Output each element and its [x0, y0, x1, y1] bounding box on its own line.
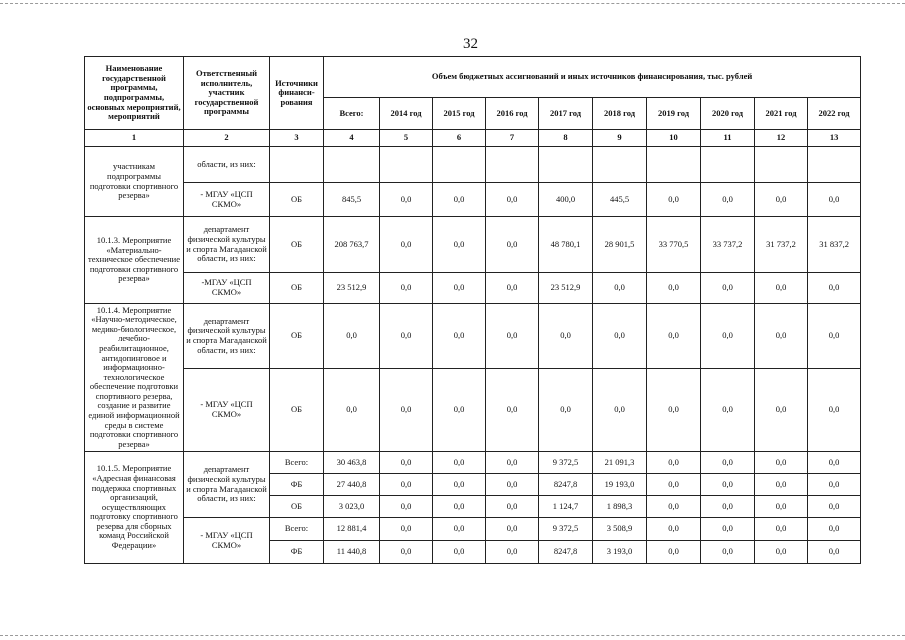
value-cell: 0,0 — [701, 304, 755, 369]
value-cell: 0,0 — [433, 304, 486, 369]
column-number: 6 — [433, 130, 486, 147]
value-cell: 0,0 — [380, 496, 433, 518]
column-number: 10 — [647, 130, 701, 147]
budget-table — [84, 56, 861, 564]
header-executor: Ответственный исполнитель, участник государственной программы — [184, 57, 270, 130]
value-cell: 0,0 — [593, 304, 647, 369]
value-cell: 12 881,4 — [324, 518, 380, 541]
header-year: 2020 год — [701, 98, 755, 130]
table-row — [85, 304, 861, 369]
value-cell: 0,0 — [808, 496, 861, 518]
source-cell: ФБ — [270, 541, 324, 564]
value-cell: 0,0 — [755, 518, 808, 541]
value-cell: 28 901,5 — [593, 217, 647, 273]
value-cell: 0,0 — [647, 474, 701, 496]
source-cell: ОБ — [270, 304, 324, 369]
value-cell: 0,0 — [380, 217, 433, 273]
executor-cell: департамент физической культуры и спорта Магаданской области, из них: — [184, 217, 270, 273]
value-cell: 0,0 — [701, 273, 755, 304]
bottom-divider-line — [0, 635, 905, 636]
value-cell: 0,0 — [486, 183, 539, 217]
value-cell: 1 124,7 — [539, 496, 593, 518]
executor-cell: - МГАУ «ЦСП СКМО» — [184, 369, 270, 452]
column-number-row — [85, 130, 861, 147]
column-number: 8 — [539, 130, 593, 147]
column-number: 4 — [324, 130, 380, 147]
value-cell: 21 091,3 — [593, 452, 647, 474]
value-cell: 0,0 — [433, 369, 486, 452]
column-number: 13 — [808, 130, 861, 147]
value-cell: 0,0 — [486, 304, 539, 369]
value-cell: 0,0 — [647, 496, 701, 518]
value-cell: 33 770,5 — [647, 217, 701, 273]
value-cell: 445,5 — [593, 183, 647, 217]
value-cell: 0,0 — [433, 496, 486, 518]
source-cell: Всего: — [270, 518, 324, 541]
value-cell: 0,0 — [647, 183, 701, 217]
executor-cell: департамент физической культуры и спорта Магаданской области, из них: — [184, 452, 270, 518]
value-cell: 1 898,3 — [593, 496, 647, 518]
value-cell: 0,0 — [808, 474, 861, 496]
value-cell: 845,5 — [324, 183, 380, 217]
value-cell: 31 737,2 — [755, 217, 808, 273]
value-cell: 0,0 — [647, 273, 701, 304]
measure-name: 10.1.4. Мероприятие «Научно-методическое, медико-биологическое, лечебно-реабилитационное, антидопинговое и информационно-технологическое обеспечение подготовки спортивного резерва, создание и развитие единой информационной среды в системе подготовки спортивного резерва» — [85, 304, 184, 452]
header-year: 2018 год — [593, 98, 647, 130]
header-year: 2017 год — [539, 98, 593, 130]
value-cell: 3 193,0 — [593, 541, 647, 564]
value-cell: 0,0 — [701, 452, 755, 474]
value-cell: 0,0 — [808, 273, 861, 304]
value-cell: 0,0 — [486, 541, 539, 564]
value-cell: 0,0 — [701, 474, 755, 496]
value-cell: 0,0 — [486, 452, 539, 474]
measure-name: 10.1.5. Мероприятие «Адресная финансовая поддержка спортивных организаций, осуществляющих подготовку спортивного резерва для сборных команд Российской Федерации» — [85, 452, 184, 564]
executor-cell: - МГАУ «ЦСП СКМО» — [184, 518, 270, 564]
value-cell: 8247,8 — [539, 541, 593, 564]
value-cell: 0,0 — [486, 518, 539, 541]
value-cell: 0,0 — [647, 304, 701, 369]
value-cell: 0,0 — [593, 369, 647, 452]
value-cell — [593, 147, 647, 183]
value-cell: 0,0 — [647, 518, 701, 541]
value-cell: 23 512,9 — [324, 273, 380, 304]
value-cell — [808, 147, 861, 183]
header-row-1 — [85, 57, 861, 98]
value-cell — [539, 147, 593, 183]
column-number: 11 — [701, 130, 755, 147]
value-cell: 0,0 — [324, 369, 380, 452]
value-cell: 0,0 — [380, 474, 433, 496]
value-cell: 0,0 — [486, 369, 539, 452]
table-row — [85, 369, 861, 452]
header-source: Источники финанси-рования — [270, 57, 324, 130]
source-cell: ОБ — [270, 217, 324, 273]
column-number: 2 — [184, 130, 270, 147]
value-cell: 0,0 — [647, 369, 701, 452]
value-cell: 0,0 — [593, 273, 647, 304]
table-row — [85, 147, 861, 183]
value-cell: 30 463,8 — [324, 452, 380, 474]
table-row — [85, 518, 861, 541]
executor-cell: департамент физической культуры и спорта Магаданской области, из них: — [184, 304, 270, 369]
page-number: 32 — [463, 36, 478, 52]
header-year: 2019 год — [647, 98, 701, 130]
value-cell: 0,0 — [539, 304, 593, 369]
value-cell: 0,0 — [647, 452, 701, 474]
value-cell: 0,0 — [647, 541, 701, 564]
value-cell: 0,0 — [380, 518, 433, 541]
value-cell: 27 440,8 — [324, 474, 380, 496]
source-cell — [270, 147, 324, 183]
header-year: 2014 год — [380, 98, 433, 130]
value-cell: 0,0 — [755, 496, 808, 518]
value-cell: 0,0 — [701, 541, 755, 564]
value-cell: 0,0 — [808, 541, 861, 564]
column-number: 9 — [593, 130, 647, 147]
value-cell: 0,0 — [808, 518, 861, 541]
value-cell — [380, 147, 433, 183]
value-cell: 0,0 — [755, 452, 808, 474]
source-cell: ФБ — [270, 474, 324, 496]
value-cell: 9 372,5 — [539, 518, 593, 541]
measure-name: участникам подпрограммы подготовки спортивного резерва» — [85, 147, 184, 217]
value-cell: 0,0 — [433, 518, 486, 541]
value-cell: 11 440,8 — [324, 541, 380, 564]
value-cell: 0,0 — [380, 452, 433, 474]
value-cell: 0,0 — [701, 183, 755, 217]
value-cell: 0,0 — [808, 452, 861, 474]
value-cell: 0,0 — [380, 369, 433, 452]
value-cell: 0,0 — [324, 304, 380, 369]
measure-name: 10.1.3. Мероприятие «Материально-техническое обеспечение подготовки спортивного резерва» — [85, 217, 184, 304]
value-cell: 31 837,2 — [808, 217, 861, 273]
executor-cell: -МГАУ «ЦСП СКМО» — [184, 273, 270, 304]
value-cell — [701, 147, 755, 183]
header-year: 2016 год — [486, 98, 539, 130]
value-cell: 33 737,2 — [701, 217, 755, 273]
table-row — [85, 217, 861, 273]
header-total: Всего: — [324, 98, 380, 130]
table-row — [85, 183, 861, 217]
value-cell: 0,0 — [755, 273, 808, 304]
value-cell: 23 512,9 — [539, 273, 593, 304]
value-cell: 0,0 — [486, 496, 539, 518]
value-cell: 0,0 — [380, 304, 433, 369]
source-cell: ОБ — [270, 273, 324, 304]
value-cell: 0,0 — [755, 183, 808, 217]
value-cell: 8247,8 — [539, 474, 593, 496]
value-cell — [486, 147, 539, 183]
value-cell: 208 763,7 — [324, 217, 380, 273]
value-cell — [647, 147, 701, 183]
value-cell: 3 508,9 — [593, 518, 647, 541]
value-cell: 0,0 — [380, 273, 433, 304]
source-cell: Всего: — [270, 452, 324, 474]
value-cell: 0,0 — [433, 452, 486, 474]
value-cell: 19 193,0 — [593, 474, 647, 496]
value-cell: 0,0 — [701, 496, 755, 518]
header-year: 2021 год — [755, 98, 808, 130]
source-cell: ОБ — [270, 369, 324, 452]
value-cell: 0,0 — [808, 369, 861, 452]
source-cell: ОБ — [270, 496, 324, 518]
value-cell: 0,0 — [486, 217, 539, 273]
value-cell: 0,0 — [701, 369, 755, 452]
header-year: 2015 год — [433, 98, 486, 130]
column-number: 12 — [755, 130, 808, 147]
value-cell: 0,0 — [380, 541, 433, 564]
value-cell — [324, 147, 380, 183]
value-cell: 0,0 — [755, 369, 808, 452]
value-cell: 0,0 — [755, 541, 808, 564]
value-cell: 0,0 — [808, 183, 861, 217]
executor-cell: области, из них: — [184, 147, 270, 183]
header-year: 2022 год — [808, 98, 861, 130]
value-cell: 3 023,0 — [324, 496, 380, 518]
value-cell: 0,0 — [539, 369, 593, 452]
header-name: Наименование государственной программы, подпрограммы, основных мероприятий, мероприятий — [85, 57, 184, 130]
top-divider-line — [0, 3, 905, 4]
value-cell: 0,0 — [433, 541, 486, 564]
value-cell: 0,0 — [433, 217, 486, 273]
header-volume: Объем бюджетных ассигнований и иных источников финансирования, тыс. рублей — [324, 57, 861, 98]
value-cell: 0,0 — [808, 304, 861, 369]
value-cell: 0,0 — [433, 273, 486, 304]
column-number: 3 — [270, 130, 324, 147]
value-cell: 0,0 — [701, 518, 755, 541]
value-cell: 0,0 — [433, 474, 486, 496]
value-cell: 0,0 — [433, 183, 486, 217]
value-cell: 0,0 — [486, 273, 539, 304]
value-cell: 0,0 — [380, 183, 433, 217]
value-cell — [433, 147, 486, 183]
table-row — [85, 452, 861, 474]
column-number: 1 — [85, 130, 184, 147]
value-cell: 0,0 — [755, 474, 808, 496]
value-cell: 0,0 — [486, 474, 539, 496]
column-number: 7 — [486, 130, 539, 147]
executor-cell: - МГАУ «ЦСП СКМО» — [184, 183, 270, 217]
value-cell: 48 780,1 — [539, 217, 593, 273]
value-cell: 400,0 — [539, 183, 593, 217]
value-cell: 9 372,5 — [539, 452, 593, 474]
column-number: 5 — [380, 130, 433, 147]
value-cell — [755, 147, 808, 183]
source-cell: ОБ — [270, 183, 324, 217]
value-cell: 0,0 — [755, 304, 808, 369]
table-row — [85, 273, 861, 304]
